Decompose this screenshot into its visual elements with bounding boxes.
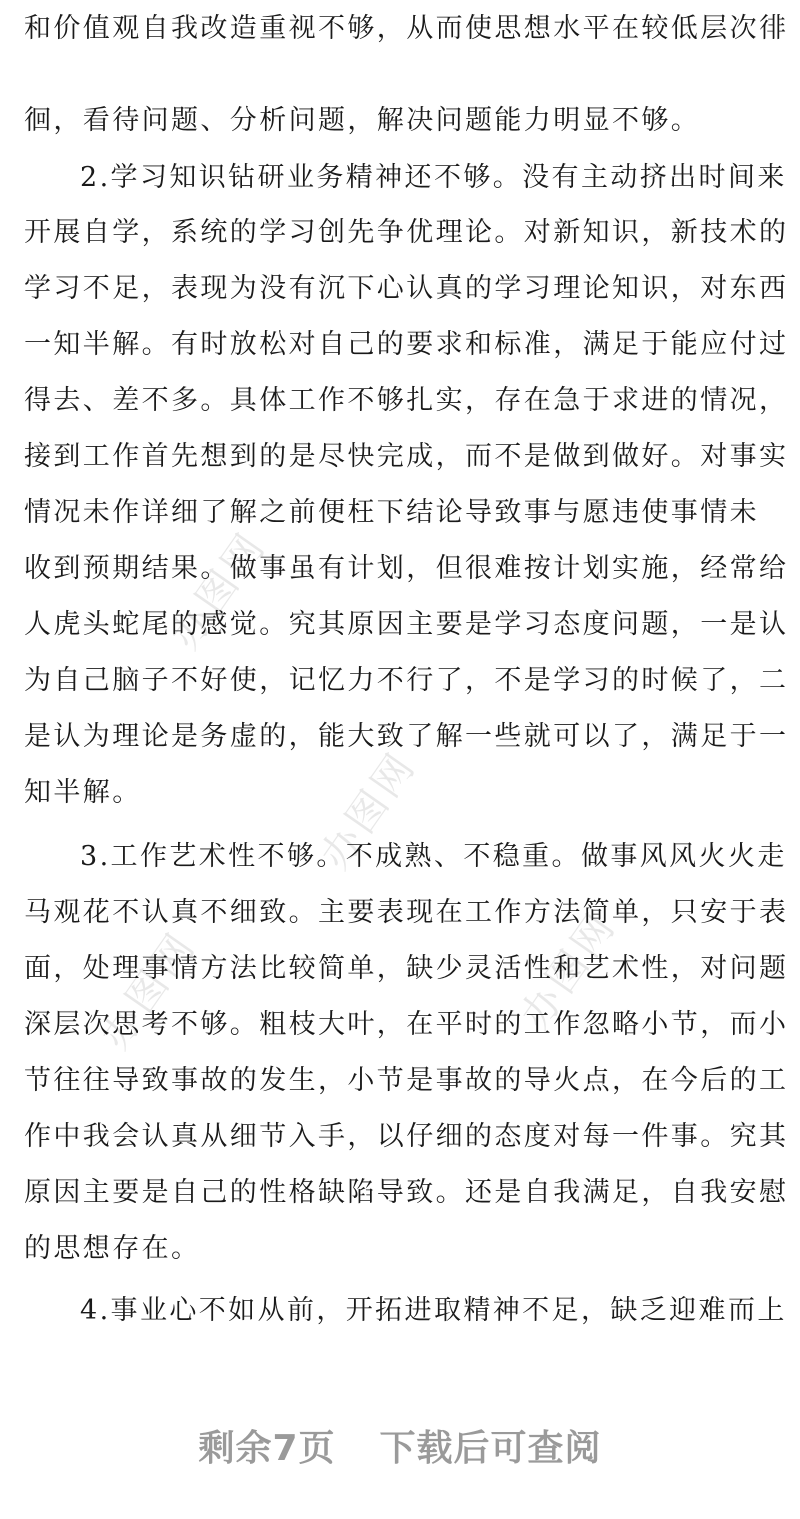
paragraph-start-line: 3.工作艺术性不够。不成熟、不稳重。做事风风火火走: [80, 841, 787, 872]
text-line: 得去、差不多。具体工作不够扎实，存在急于求进的情况，: [24, 385, 789, 416]
download-hint-label: 下载后可查阅: [379, 1427, 602, 1469]
text-line: 徊，看待问题、分析问题，解决问题能力明显不够。: [24, 105, 701, 136]
text-line: 一知半解。有时放松对自己的要求和标准，满足于能应付过: [24, 329, 789, 360]
text-line: 为自己脑子不好使，记忆力不行了，不是学习的时候了，二: [24, 665, 789, 696]
text-line: 学习不足，表现为没有沉下心认真的学习理论知识，对东西: [24, 273, 789, 304]
paragraph-start-line: 4.事业心不如从前，开拓进取精神不足，缺乏迎难而上: [80, 1295, 787, 1326]
text-line: 作中我会认真从细节入手，以仔细的态度对每一件事。究其: [24, 1121, 789, 1152]
text-line: 知半解。: [24, 777, 142, 808]
paragraph-start-line: 2.学习知识钻研业务精神还不够。没有主动挤出时间来: [80, 162, 787, 193]
text-line: 开展自学，系统的学习创先争优理论。对新知识，新技术的: [24, 217, 789, 248]
text-line: 的思想存在。: [24, 1233, 201, 1264]
text-line: 情况未作详细了解之前便枉下结论导致事与愿违使事情未: [24, 497, 759, 528]
text-line: 节往往导致事故的发生，小节是事故的导火点，在今后的工: [24, 1065, 789, 1096]
text-line: 面，处理事情方法比较简单，缺少灵活性和艺术性，对问题: [24, 953, 789, 984]
text-line: 和价值观自我改造重视不够，从而使思想水平在较低层次徘: [24, 13, 789, 44]
watermark: 办图网: [512, 903, 626, 1038]
text-line: 人虎头蛇尾的感觉。究其原因主要是学习态度问题，一是认: [24, 609, 789, 640]
remaining-pages-label: 剩余7页: [198, 1427, 336, 1469]
download-banner[interactable]: [0, 1410, 800, 1480]
text-line: 接到工作首先想到的是尽快完成，而不是做到做好。对事实: [24, 441, 789, 472]
text-line: 收到预期结果。做事虽有计划，但很难按计划实施，经常给: [24, 553, 789, 584]
watermark: 办图网: [312, 743, 426, 878]
text-line: 原因主要是自己的性格缺陷导致。还是自我满足，自我安慰: [24, 1177, 789, 1208]
text-line: 马观花不认真不细致。主要表现在工作方法简单，只安于表: [24, 897, 789, 928]
text-line: 深层次思考不够。粗枝大叶，在平时的工作忽略小节，而小: [24, 1009, 789, 1040]
watermark: 办图网: [92, 923, 206, 1058]
text-line: 是认为理论是务虚的，能大致了解一些就可以了，满足于一: [24, 721, 789, 752]
watermark: 办图网: [162, 523, 276, 658]
